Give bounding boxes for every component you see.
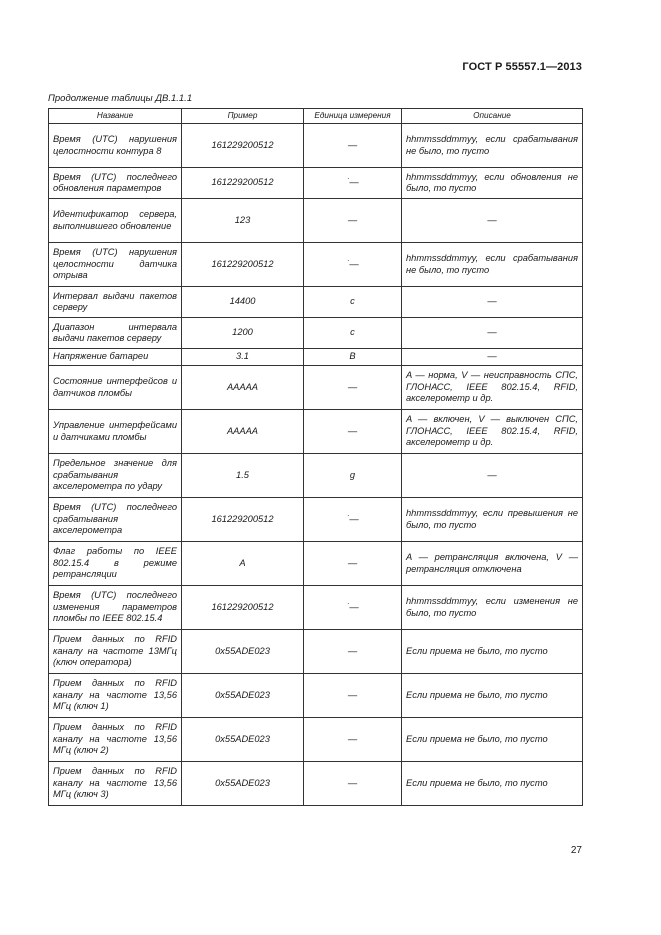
description-cell: hhmmssddmmyy, если срабатывания не было, то пусто <box>402 124 583 168</box>
column-header-description: Описание <box>402 109 583 124</box>
description-cell: — <box>402 349 583 366</box>
column-header-name: Название <box>49 109 182 124</box>
example-value-cell: 161229200512 <box>182 168 304 199</box>
example-value-cell: 0x55ADE023 <box>182 762 304 806</box>
table-row <box>49 454 583 498</box>
parameter-name-cell: Время (UTC) последнего изменения параметров пломбы по IEEE 802.15.4 <box>49 586 182 630</box>
parameter-name-cell: Диапазон интервала выдачи пакетов серверу <box>49 318 182 349</box>
description-cell: Если приема не было, то пусто <box>402 762 583 806</box>
table-row <box>49 199 583 243</box>
description-cell: hhmmssddmmyy, если превышения не было, то пусто <box>402 498 583 542</box>
example-value-cell: 0x55ADE023 <box>182 630 304 674</box>
parameter-name-cell: Время (UTC) нарушения целостности контура 8 <box>49 124 182 168</box>
example-value-cell: A <box>182 542 304 586</box>
unit-cell: g <box>304 454 402 498</box>
table-row <box>49 762 583 806</box>
unit-cell: — <box>304 630 402 674</box>
unit-cell: ˙— <box>304 498 402 542</box>
description-cell: A — норма, V — неисправность СПС, ГЛОНАСС, IEEE 802.15.4, RFID, акселерометр и др. <box>402 366 583 410</box>
description-cell: Если приема не было, то пусто <box>402 630 583 674</box>
description-cell: Если приема не было, то пусто <box>402 674 583 718</box>
parameter-name-cell: Идентификатор сервера, выполнившего обновление <box>49 199 182 243</box>
table-row <box>49 718 583 762</box>
unit-cell: — <box>304 762 402 806</box>
parameter-name-cell: Предельное значение для срабатывания акселерометра по удару <box>49 454 182 498</box>
table-row <box>49 586 583 630</box>
unit-cell: с <box>304 318 402 349</box>
description-cell: hhmmssddmmyy, если изменения не было, то пусто <box>402 586 583 630</box>
description-cell: — <box>402 287 583 318</box>
description-cell: hhmmssddmmyy, если срабатывания не было, то пусто <box>402 243 583 287</box>
unit-cell: ˙— <box>304 168 402 199</box>
unit-cell: — <box>304 674 402 718</box>
table-row <box>49 287 583 318</box>
example-value-cell: 0x55ADE023 <box>182 718 304 762</box>
parameter-name-cell: Напряжение батареи <box>49 349 182 366</box>
unit-cell: — <box>304 199 402 243</box>
example-value-cell: 1200 <box>182 318 304 349</box>
unit-cell: В <box>304 349 402 366</box>
parameter-name-cell: Состояние интерфейсов и датчиков пломбы <box>49 366 182 410</box>
table-row <box>49 243 583 287</box>
description-cell: — <box>402 199 583 243</box>
parameter-name-cell: Управление интерфейсами и датчиками пломбы <box>49 410 182 454</box>
example-value-cell: AAAAA <box>182 366 304 410</box>
description-cell: hhmmssddmmyy, если обновления не было, то пусто <box>402 168 583 199</box>
table-row <box>49 498 583 542</box>
example-value-cell: 161229200512 <box>182 243 304 287</box>
table-row <box>49 542 583 586</box>
table-row <box>49 168 583 199</box>
unit-cell: — <box>304 410 402 454</box>
parameter-name-cell: Прием данных по RFID каналу на частоте 13,56 МГц (ключ 1) <box>49 674 182 718</box>
example-value-cell: 1.5 <box>182 454 304 498</box>
table-row <box>49 674 583 718</box>
unit-cell: с <box>304 287 402 318</box>
page-number: 27 <box>570 845 582 856</box>
description-cell: A — включен, V — выключен СПС, ГЛОНАСС, IEEE 802.15.4, RFID, акселерометр и др. <box>402 410 583 454</box>
column-header-unit: Единица измерения <box>304 109 402 124</box>
table-row <box>49 410 583 454</box>
unit-cell: — <box>304 366 402 410</box>
table-caption: Продолжение таблицы ДВ.1.1.1 <box>48 93 193 104</box>
parameter-name-cell: Флаг работы по IEEE 802.15.4 в режиме ретрансляции <box>49 542 182 586</box>
unit-cell: ˙— <box>304 243 402 287</box>
table-row <box>49 349 583 366</box>
example-value-cell: 161229200512 <box>182 124 304 168</box>
unit-cell: — <box>304 542 402 586</box>
parameter-name-cell: Интервал выдачи пакетов серверу <box>49 287 182 318</box>
example-value-cell: 3.1 <box>182 349 304 366</box>
example-value-cell: 14400 <box>182 287 304 318</box>
parameter-name-cell: Время (UTC) последнего обновления параметров <box>49 168 182 199</box>
parameter-name-cell: Время (UTC) нарушения целостности датчика отрыва <box>49 243 182 287</box>
parameter-name-cell: Прием данных по RFID каналу на частоте 13,56 МГц (ключ 3) <box>49 762 182 806</box>
parameter-name-cell: Прием данных по RFID каналу на частоте 13,56 МГц (ключ 2) <box>49 718 182 762</box>
table-row <box>49 366 583 410</box>
table-row <box>49 318 583 349</box>
example-value-cell: 0x55ADE023 <box>182 674 304 718</box>
parameters-table <box>48 108 583 806</box>
unit-cell: ˙— <box>304 586 402 630</box>
description-cell: — <box>402 454 583 498</box>
description-cell: Если приема не было, то пусто <box>402 718 583 762</box>
table-row <box>49 124 583 168</box>
unit-cell: — <box>304 124 402 168</box>
unit-cell: — <box>304 718 402 762</box>
column-header-example: Пример <box>182 109 304 124</box>
description-cell: — <box>402 318 583 349</box>
description-cell: A — ретрансляция включена, V — ретрансляция отключена <box>402 542 583 586</box>
example-value-cell: 161229200512 <box>182 586 304 630</box>
example-value-cell: 123 <box>182 199 304 243</box>
table-header-row <box>49 109 583 124</box>
document-standard-number: ГОСТ Р 55557.1—2013 <box>462 61 582 73</box>
parameter-name-cell: Время (UTC) последнего срабатывания акселерометра <box>49 498 182 542</box>
example-value-cell: AAAAA <box>182 410 304 454</box>
table-row <box>49 630 583 674</box>
parameter-name-cell: Прием данных по RFID каналу на частоте 13МГц (ключ оператора) <box>49 630 182 674</box>
example-value-cell: 161229200512 <box>182 498 304 542</box>
